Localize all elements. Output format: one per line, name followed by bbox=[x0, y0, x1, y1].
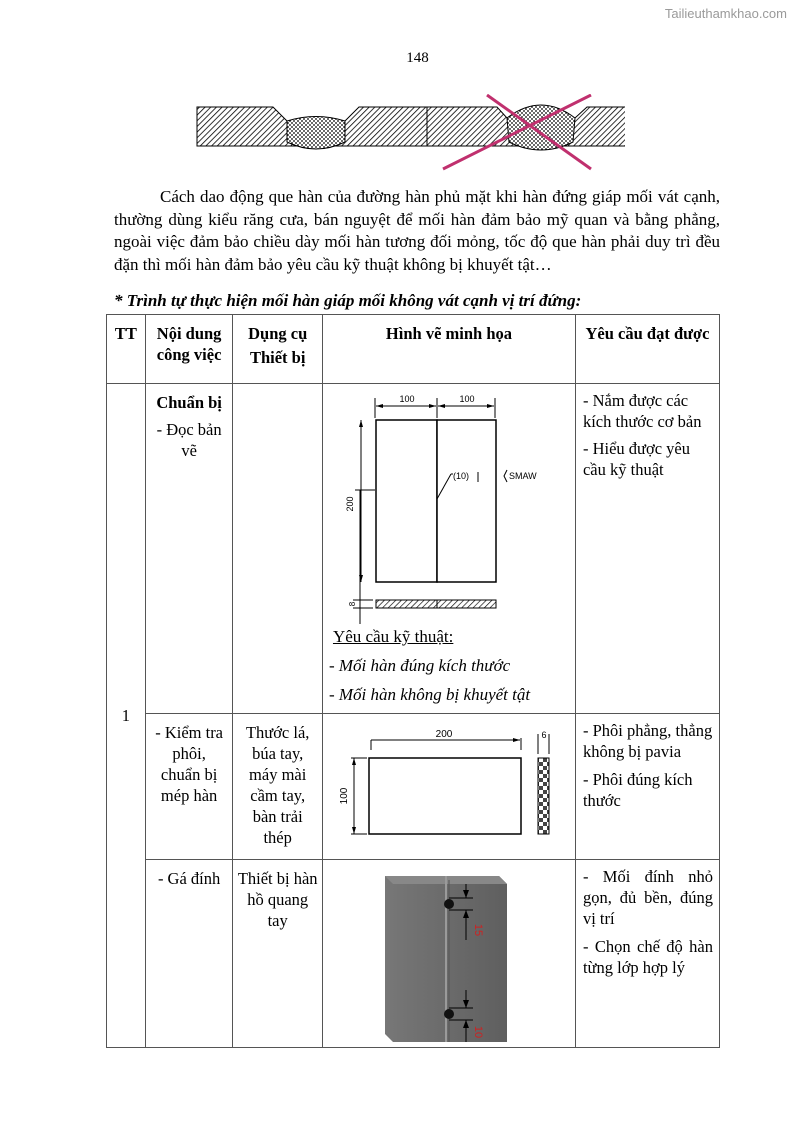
plate-right bbox=[437, 420, 496, 582]
top-offset-label: 15 bbox=[471, 923, 484, 937]
plate-section-right bbox=[437, 600, 496, 608]
header-figure: Hình vẽ minh họa bbox=[322, 315, 575, 384]
page-number: 148 bbox=[406, 50, 429, 66]
watermark: Tailieuthamkhao.com bbox=[664, 6, 787, 21]
requirement-item: - Mối đính nhỏ gọn, đủ bền, đúng vị trí bbox=[582, 867, 713, 928]
dim-width-a: 100 bbox=[399, 394, 415, 404]
tack-weld-bottom bbox=[444, 1009, 454, 1019]
plate-drawing bbox=[323, 384, 575, 624]
header-tt: TT bbox=[107, 315, 146, 384]
dim-thickness: 8 bbox=[347, 601, 357, 607]
tech-req-2: - Mối hàn không bị khuyết tật bbox=[328, 685, 531, 704]
tack-weld-drawing bbox=[323, 860, 575, 1046]
tack-weld-top bbox=[444, 899, 454, 909]
dim-height: 100 bbox=[338, 787, 350, 805]
table-row bbox=[107, 384, 720, 714]
body-paragraph: Cách dao động que hàn của đường hàn phủ mặt khi hàn đứng giáp mối vát cạnh, thường dùng kiểu răng cưa, bán nguyệt để mối hàn đảm bảo mỹ quan và bằng phẳng, ngoài việc đảm bảo chiều dày mối hàn tương đối mỏng, tốc độ que hàn phải duy trì đều đặn thì mối hàn đảm bảo yêu cầu kỹ thuật không bị khuyết tật… bbox=[114, 187, 720, 274]
weld-size-label: (10) bbox=[452, 471, 469, 481]
plate-section-left bbox=[376, 600, 437, 608]
requirements-cell bbox=[575, 860, 719, 1048]
header-tools bbox=[233, 315, 323, 384]
header-tools-line1: Dụng cụ bbox=[248, 324, 308, 343]
plate-edge-section bbox=[538, 758, 549, 834]
header-content: Nội dung công việc bbox=[145, 315, 233, 384]
figure-cell bbox=[322, 384, 575, 714]
section-heading: * Trình tự thực hiện mối hàn giáp mối không vát cạnh vị trí đứng: bbox=[114, 291, 582, 310]
dim-width-b: 100 bbox=[459, 394, 475, 404]
procedure-table bbox=[106, 314, 720, 1048]
tools-cell: Thiết bị hàn hồ quang tay bbox=[233, 860, 323, 1048]
content-cell: - Gá đính bbox=[145, 860, 233, 1048]
requirement-item: - Phôi phẳng, thẳng không bị pavia bbox=[582, 721, 713, 761]
requirements-cell bbox=[575, 714, 719, 860]
tools-cell: Thước lá, búa tay, máy mài cầm tay, bàn trải thép bbox=[233, 714, 323, 860]
header-requirements: Yêu cầu đạt được bbox=[575, 315, 719, 384]
header-tools-line2: Thiết bị bbox=[249, 348, 306, 367]
process-label: SMAW bbox=[508, 471, 537, 481]
dim-width: 200 bbox=[435, 729, 453, 740]
requirement-item: - Hiểu được yêu cầu kỹ thuật bbox=[582, 439, 690, 479]
tech-req-1: - Mối hàn đúng kích thước bbox=[328, 656, 511, 675]
figure-cell bbox=[322, 860, 575, 1048]
bottom-offset-label: 10 bbox=[471, 1025, 484, 1039]
requirement-item: - Chọn chế độ hàn từng lớp hợp lý bbox=[582, 937, 713, 977]
requirement-item: - Phôi đúng kích thước bbox=[582, 770, 693, 810]
table-row bbox=[107, 860, 720, 1048]
step-number-text: 1 bbox=[121, 706, 131, 725]
tools-cell bbox=[233, 384, 323, 714]
requirements-cell bbox=[575, 384, 719, 714]
blank-plate bbox=[369, 758, 521, 834]
figure-cell bbox=[322, 714, 575, 860]
dim-height: 200 bbox=[344, 496, 355, 512]
content-cell: - Kiểm tra phôi, chuẩn bị mép hàn bbox=[145, 714, 233, 860]
table-row bbox=[107, 714, 720, 860]
table-header-row bbox=[107, 315, 720, 384]
content-cell bbox=[145, 384, 233, 714]
blank-plate-drawing bbox=[323, 714, 575, 854]
requirement-item: - Nắm được các kích thước cơ bản bbox=[582, 391, 702, 431]
step-detail: - Đọc bản vẽ bbox=[156, 420, 222, 460]
tech-req-title: Yêu cầu kỹ thuật: bbox=[332, 627, 454, 646]
dim-thickness: 6 bbox=[541, 730, 547, 740]
step-title: Chuẩn bị bbox=[156, 393, 222, 412]
correct-weld-shape bbox=[197, 107, 435, 149]
weld-cross-section-figure bbox=[195, 94, 625, 172]
plate-left bbox=[376, 420, 437, 582]
step-number bbox=[107, 384, 146, 1048]
